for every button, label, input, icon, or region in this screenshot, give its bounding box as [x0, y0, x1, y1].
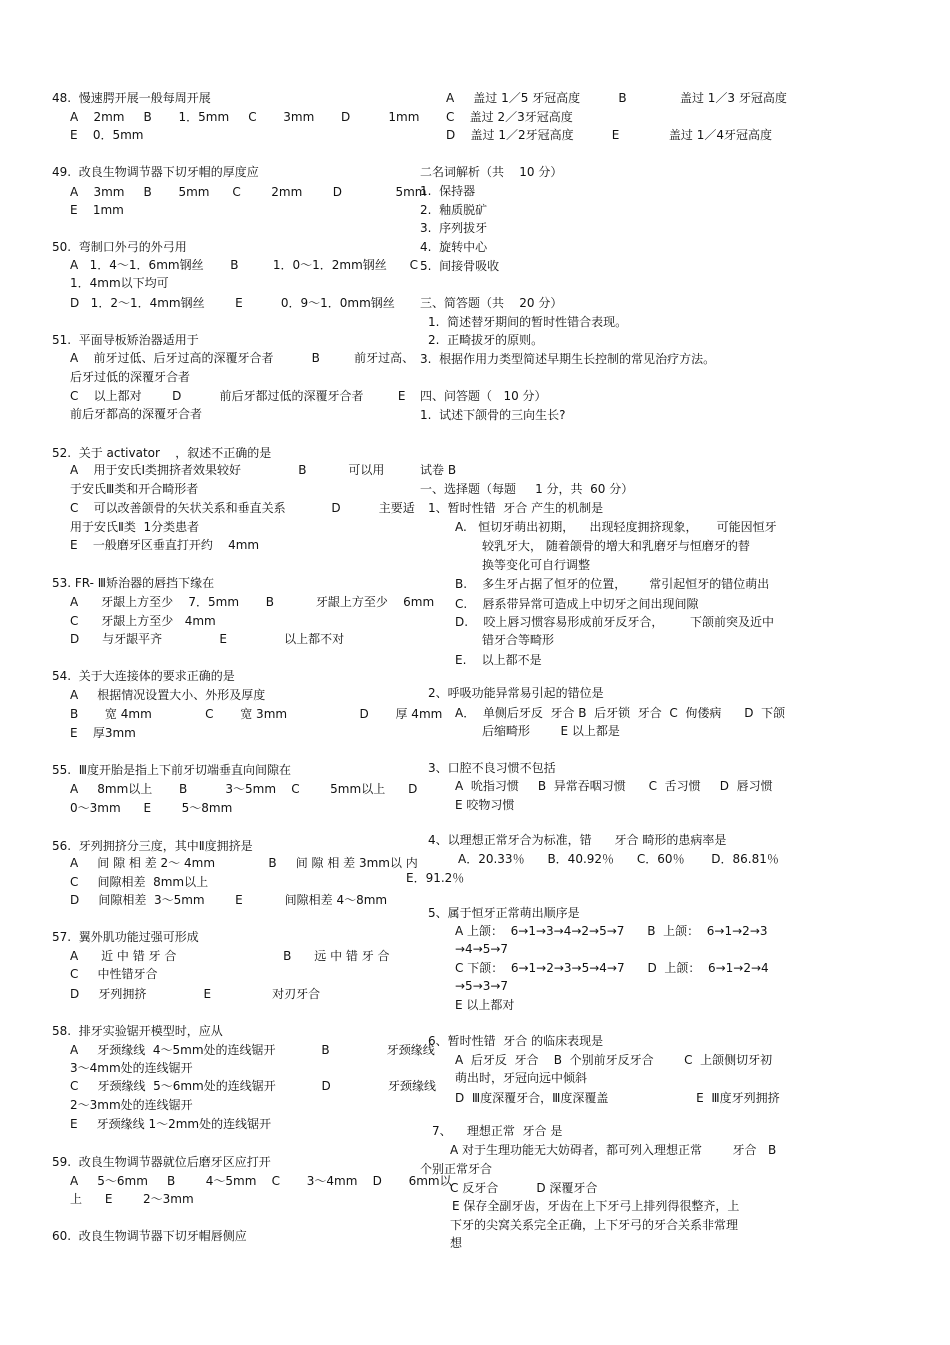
- left-column-line: 55. Ⅲ度开胎是指上下前牙切端垂直向间隙在: [52, 763, 291, 777]
- right-column-line: 萌出时，牙冠向远中倾斜: [455, 1071, 588, 1085]
- left-column-line: E 厚3mm: [70, 726, 136, 740]
- right-column-line: 下牙的尖窝关系完全正确，上下牙弓的牙合关系非常理: [450, 1218, 739, 1232]
- right-column-line: 3. 序列拔牙: [420, 221, 488, 235]
- right-column-line: 想: [450, 1236, 463, 1250]
- right-column-line: 1. 试述下颌骨的三向生长?: [420, 408, 566, 422]
- left-column-line: 57. 翼外肌功能过强可形成: [52, 930, 199, 944]
- right-column-line: 6、暂时性错 牙合 的临床表现是: [428, 1034, 604, 1048]
- left-column-line: D 牙列拥挤 E 对刃牙合: [70, 987, 321, 1001]
- right-column-line: E．91.2％: [406, 871, 465, 885]
- right-column-line: A 对于生理功能无大妨碍者，都可列入理想正常 牙合 B: [450, 1143, 777, 1157]
- right-column-line: C. 唇系带异常可造成上中切牙之间出现间隙: [455, 597, 699, 611]
- left-column-line: 49. 改良生物调节器下切牙帽的厚度应: [52, 165, 259, 179]
- right-column-line: 后缩畸形 E 以上都是: [482, 724, 620, 738]
- right-column-line: A． 单侧后牙反 牙合 B 后牙锁 牙合 C 佝偻病 D 下颌: [455, 706, 786, 720]
- right-column-line: 4、以理想正常牙合为标准，错 牙合 畸形的患病率是: [428, 833, 727, 847]
- right-column-line: C 盖过 2／3牙冠高度: [446, 110, 573, 124]
- left-column-line: A 用于安氏Ⅰ类拥挤者效果较好 B 可以用: [70, 463, 385, 477]
- right-column-line: 2、呼吸功能异常易引起的错位是: [428, 686, 604, 700]
- left-column-line: E 1mm: [70, 203, 124, 217]
- left-column-line: 54. 关于大连接体的要求正确的是: [52, 669, 235, 683]
- right-column-line: 4. 旋转中心: [420, 240, 488, 254]
- right-column-line: 1. 保持器: [420, 184, 476, 198]
- left-column-line: 后牙过低的深覆牙合者: [70, 370, 191, 384]
- right-column-line: 一、选择题（每题 1 分，共 60 分）: [420, 482, 634, 496]
- left-column-line: 60. 改良生物调节器下切牙帽唇侧应: [52, 1229, 247, 1243]
- right-column-line: D Ⅲ度深覆牙合，Ⅲ度深覆盖 E Ⅲ度牙列拥挤: [455, 1091, 780, 1105]
- left-column-line: A 近 中 错 牙 合 B 远 中 错 牙 合: [70, 949, 390, 963]
- left-column-line: D 1．2～1．4mm钢丝 E 0．9～1．0mm钢丝: [70, 296, 395, 310]
- left-column-line: 上 E 2～3mm: [70, 1192, 194, 1206]
- left-column-line: E 一般磨牙区垂直打开约 4mm: [70, 538, 260, 552]
- left-column-line: A 牙颈缘线 4～5mm处的连线锯开 B 牙颈缘线: [70, 1043, 435, 1057]
- right-column-line: A 上颌： 6→1→3→4→2→5→7 B 上颌： 6→1→2→3: [455, 924, 768, 938]
- left-column-line: 59. 改良生物调节器就位后磨牙区应打开: [52, 1155, 271, 1169]
- left-column-line: 2～3mm处的连线锯开: [70, 1098, 193, 1112]
- right-column-line: 个别正常牙合: [420, 1162, 493, 1176]
- right-column-line: B. 多生牙占据了恒牙的位置， 常引起恒牙的错位萌出: [455, 577, 770, 591]
- right-column-line: 2. 釉质脱矿: [420, 203, 488, 217]
- right-column-line: 四、问答题（ 10 分）: [420, 389, 547, 403]
- right-column-line: E 以上都对: [455, 998, 515, 1012]
- right-column-line: 5、属于恒牙正常萌出顺序是: [428, 906, 580, 920]
- right-column-line: →5→3→7: [455, 979, 509, 993]
- left-column-line: 3～4mm处的连线锯开: [70, 1061, 193, 1075]
- left-column-line: D 间隙相差 3～5mm E 间隙相差 4～8mm: [70, 893, 388, 907]
- right-column-line: A．20.33％ B．40.92％ C．60％ D．86.81％: [458, 852, 779, 866]
- right-column-line: E. 以上都不是: [455, 653, 542, 667]
- left-column-line: C 中性错牙合: [70, 967, 158, 981]
- left-column-line: E 牙颈缘线 1～2mm处的连线锯开: [70, 1117, 272, 1131]
- left-column-line: A 3mm B 5mm C 2mm D 5mm: [70, 185, 427, 199]
- left-column-line: A 牙龈上方至少 7．5mm B 牙龈上方至少 6mm: [70, 595, 435, 609]
- left-column-line: B 宽 4mm C 宽 3mm D 厚 4mm: [70, 707, 443, 721]
- right-column-line: 7、 理想正常 牙合 是: [432, 1124, 563, 1138]
- left-column-line: 用于安氏Ⅱ类 1分类患者: [70, 520, 200, 534]
- left-column-line: E 0．5mm: [70, 128, 144, 142]
- left-column-line: 52. 关于 activator ，叙述不正确的是: [52, 446, 272, 460]
- right-column-line: C 反牙合 D 深覆牙合: [450, 1181, 598, 1195]
- left-column-line: C 以上都对 D 前后牙都过低的深覆牙合者 E: [70, 389, 406, 403]
- left-column-line: 0～3mm E 5～8mm: [70, 801, 233, 815]
- left-column-line: 1．4mm以下均可: [70, 276, 169, 290]
- right-column-line: A. 恒切牙萌出初期， 出现轻度拥挤现象， 可能因恒牙: [455, 520, 777, 534]
- left-column-line: A 前牙过低、后牙过高的深覆牙合者 B 前牙过高、: [70, 351, 415, 365]
- right-column-line: 较乳牙大， 随着颌骨的增大和乳磨牙与恒磨牙的替: [482, 539, 750, 553]
- right-column-line: D. 咬上唇习惯容易形成前牙反牙合， 下颌前突及近中: [455, 615, 775, 629]
- left-column-line: 51. 平面导板矫治器适用于: [52, 333, 199, 347]
- left-column-line: 前后牙都高的深覆牙合者: [70, 407, 203, 421]
- left-column-line: 58. 排牙实验锯开模型时，应从: [52, 1024, 223, 1038]
- right-column-line: A 后牙反 牙合 B 个别前牙反牙合 C 上颌侧切牙初: [455, 1053, 773, 1067]
- left-column-line: 56. 牙列拥挤分三度，其中Ⅱ度拥挤是: [52, 839, 253, 853]
- right-column-line: A 吮指习惯 B 异常吞咽习惯 C 舌习惯 D 唇习惯: [455, 779, 773, 793]
- left-column-line: C 牙龈上方至少 4mm: [70, 614, 216, 628]
- left-column-line: 48. 慢速腭开展一般每周开展: [52, 91, 211, 105]
- right-column-line: 错牙合等畸形: [482, 633, 555, 647]
- left-column-line: C 间隙相差 8mm以上: [70, 875, 209, 889]
- left-column-line: C 可以改善颌骨的矢状关系和垂直关系 D 主要适: [70, 501, 415, 515]
- right-column-line: 1、暂时性错 牙合 产生的机制是: [428, 501, 604, 515]
- right-column-line: 二名词解析（共 10 分）: [420, 165, 563, 179]
- right-column-line: 2. 正畸拔牙的原则。: [428, 333, 544, 347]
- left-column-line: 于安氏Ⅲ类和开合畸形者: [70, 482, 199, 496]
- right-column-line: 5. 间接骨吸收: [420, 259, 500, 273]
- left-column-line: A 5～6mm B 4～5mm C 3～4mm D 6mm以: [70, 1174, 452, 1188]
- left-column-line: C 牙颈缘线 5～6mm处的连线锯开 D 牙颈缘线: [70, 1079, 436, 1093]
- left-column-line: A 间 隙 相 差 2～ 4mm B 间 隙 相 差 3mm以 内: [70, 856, 418, 870]
- left-column-line: 53. FR- Ⅲ矫治器的唇挡下缘在: [52, 576, 215, 590]
- left-column-line: A 根据情况设置大小、外形及厚度: [70, 688, 266, 702]
- right-column-line: 3. 根据作用力类型简述早期生长控制的常见治疗方法。: [420, 352, 716, 366]
- left-column-line: A 8mm以上 B 3～5mm C 5mm以上 D: [70, 782, 418, 796]
- right-column-line: D 盖过 1／2牙冠高度 E 盖过 1／4牙冠高度: [446, 128, 772, 142]
- right-column-line: 试卷 B: [420, 463, 457, 477]
- right-column-line: E 保存全副牙齿，牙齿在上下牙弓上排列得很整齐，上: [452, 1199, 740, 1213]
- left-column-line: D 与牙龈平齐 E 以上都不对: [70, 632, 345, 646]
- right-column-line: 三、简答题（共 20 分）: [420, 296, 563, 310]
- right-column-line: 3、口腔不良习惯不包括: [428, 761, 556, 775]
- right-column-line: A 盖过 1／5 牙冠高度 B 盖过 1／3 牙冠高度: [446, 91, 787, 105]
- right-column-line: E 咬物习惯: [455, 798, 515, 812]
- left-column-line: 50. 弯制口外弓的外弓用: [52, 240, 187, 254]
- right-column-line: 换等变化可自行调整: [482, 558, 591, 572]
- left-column-line: A 2mm B 1．5mm C 3mm D 1mm: [70, 110, 420, 124]
- left-column-line: A 1．4～1．6mm钢丝 B 1．0～1．2mm钢丝 C: [70, 258, 419, 272]
- right-column-line: →4→5→7: [455, 942, 509, 956]
- right-column-line: C 下颌： 6→1→2→3→5→4→7 D 上颌： 6→1→2→4: [455, 961, 769, 975]
- right-column-line: 1. 简述替牙期间的暂时性错合表现。: [428, 315, 628, 329]
